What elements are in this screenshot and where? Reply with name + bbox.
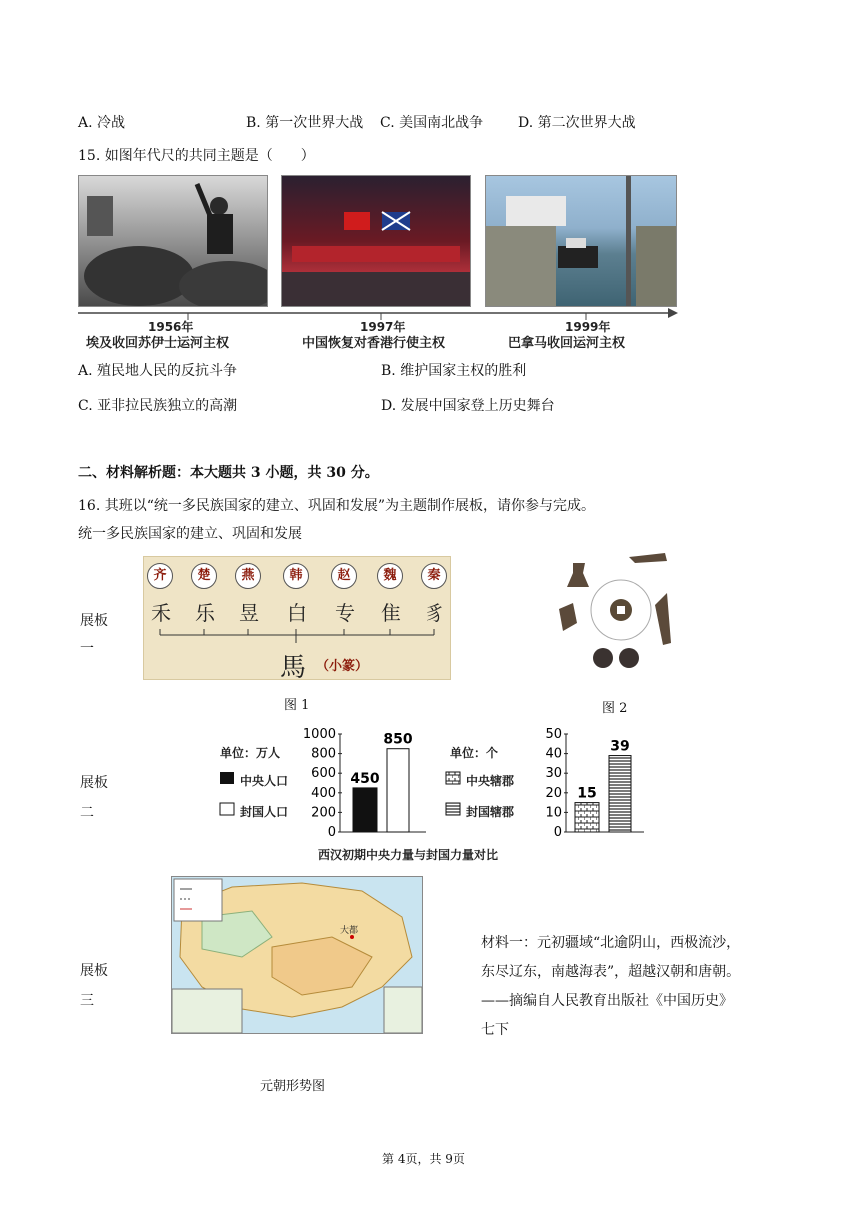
section-heading: 二、材料解析题：本大题共 3 小题，共 30 分。 (78, 465, 379, 481)
state-script-5: 隹 (381, 601, 401, 625)
bar-fief-jun (609, 756, 631, 832)
yuan-map (171, 876, 423, 1034)
bar-fief-jun-label: 39 (610, 738, 630, 755)
state-name-6: 秦 (421, 563, 447, 589)
map-caption: 元朝形势图 (260, 1079, 326, 1094)
bar-central-pop-label: 450 (350, 770, 380, 787)
material-line-3: ——摘编自人民教育出版社《中国历史》 (481, 993, 733, 1009)
axis-tick-label: 400 (311, 785, 336, 801)
photo-panama (485, 175, 677, 307)
q14-option-a: A. 冷战 (78, 115, 126, 131)
figure1-script-chart (143, 556, 451, 683)
board1-label-num: 一 (80, 641, 94, 657)
axis-tick-label: 0 (553, 825, 562, 840)
axis-tick-label: 0 (327, 825, 336, 840)
state-name-2: 燕 (235, 563, 261, 589)
bar-central-jun-label: 15 (577, 785, 597, 802)
axis-tick-label: 50 (545, 727, 562, 742)
material-line-2: 东尽辽东，南越海表”，超越汉朝和唐朝。 (481, 964, 741, 980)
page-footer: 第 4页，共 9页 (382, 1152, 465, 1166)
material-line-4: 七下 (481, 1022, 509, 1038)
state-script-2: 昱 (239, 601, 259, 625)
axis-tick-label: 20 (545, 785, 562, 801)
board2-label: 展板 (80, 775, 108, 791)
timeline-event-2: 中国恢复对香港行使主权 (302, 336, 446, 351)
photo-hongkong (281, 175, 471, 307)
board1-label: 展板 (80, 613, 108, 629)
q14-option-c: C. 美国南北战争 (380, 115, 484, 131)
bar-central-jun (575, 803, 599, 832)
figure2-coins (555, 553, 675, 668)
xiaozhuan-glyph: 馬 (280, 653, 307, 683)
board3-label-num: 三 (80, 993, 94, 1009)
board2-chart-title: 西汉初期中央力量与封国力量对比 (318, 848, 499, 862)
state-script-4: 专 (335, 601, 355, 625)
legend-fief-jun-swatch (446, 803, 460, 815)
photo-suez (78, 175, 268, 307)
state-name-4: 赵 (331, 563, 357, 589)
board3-label: 展板 (80, 963, 108, 979)
legend-central-jun: 中央辖郡 (466, 774, 515, 788)
q15-option-c: C. 亚非拉民族独立的高潮 (78, 398, 238, 414)
figure1-caption: 图 1 (284, 698, 310, 713)
q16-stem: 16. 其班以“统一多民族国家的建立、巩固和发展”为主题制作展板，请你参与完成。 (78, 498, 596, 514)
timeline-year-2: 1997年 (360, 320, 406, 334)
xiaozhuan-note: （小篆） (316, 659, 369, 674)
legend-central-pop-swatch (220, 772, 234, 784)
q15-option-a: A. 殖民地人民的反抗斗争 (78, 363, 238, 379)
timeline-event-3: 巴拿马收回运河主权 (508, 336, 626, 351)
q16-subtitle: 统一多民族国家的建立、巩固和发展 (78, 526, 302, 542)
state-name-0: 齐 (147, 563, 173, 589)
state-script-6: 豸 (425, 601, 445, 625)
axis-tick-label: 800 (311, 746, 336, 762)
q14-option-b: B. 第一次世界大战 (246, 115, 364, 131)
right-chart-unit: 单位：个 (450, 746, 499, 760)
bar-central-pop (353, 788, 377, 832)
legend-fief-jun: 封国辖郡 (466, 805, 515, 819)
q14-option-d: D. 第二次世界大战 (518, 115, 636, 131)
state-name-1: 楚 (191, 563, 217, 589)
axis-tick-label: 40 (545, 746, 562, 762)
timeline-event-1: 埃及收回苏伊士运河主权 (86, 336, 230, 351)
axis-tick-label: 200 (311, 805, 336, 821)
timeline-year-1: 1956年 (148, 320, 194, 334)
state-script-0: 禾 (151, 601, 171, 625)
state-script-1: 乐 (195, 601, 215, 625)
q15-option-d: D. 发展中国家登上历史舞台 (381, 398, 555, 414)
legend-fief-pop: 封国人口 (240, 805, 289, 819)
legend-central-jun-swatch (446, 772, 460, 784)
axis-tick-label: 30 (545, 766, 562, 782)
state-name-3: 韩 (283, 563, 309, 589)
map-label-dadu: 大都 (340, 926, 359, 936)
state-name-5: 魏 (377, 563, 403, 589)
bar-fief-pop-label: 850 (383, 731, 413, 748)
state-script-3: 白 (287, 601, 307, 625)
bar-fief-pop (387, 749, 409, 832)
q15-stem: 15. 如图年代尺的共同主题是（ ） (78, 148, 315, 164)
left-chart-unit: 单位：万人 (220, 746, 281, 760)
board2-label-num: 二 (80, 805, 94, 821)
legend-central-pop: 中央人口 (240, 774, 289, 788)
timeline-year-3: 1999年 (565, 320, 611, 334)
legend-fief-pop-swatch (220, 803, 234, 815)
axis-tick-label: 600 (311, 766, 336, 782)
figure2-caption: 图 2 (602, 701, 628, 716)
q15-option-b: B. 维护国家主权的胜利 (381, 363, 527, 379)
material-line-1: 材料一：元初疆域“北逾阴山，西极流沙， (481, 935, 741, 951)
axis-tick-label: 10 (545, 805, 562, 821)
axis-tick-label: 1000 (302, 727, 336, 742)
